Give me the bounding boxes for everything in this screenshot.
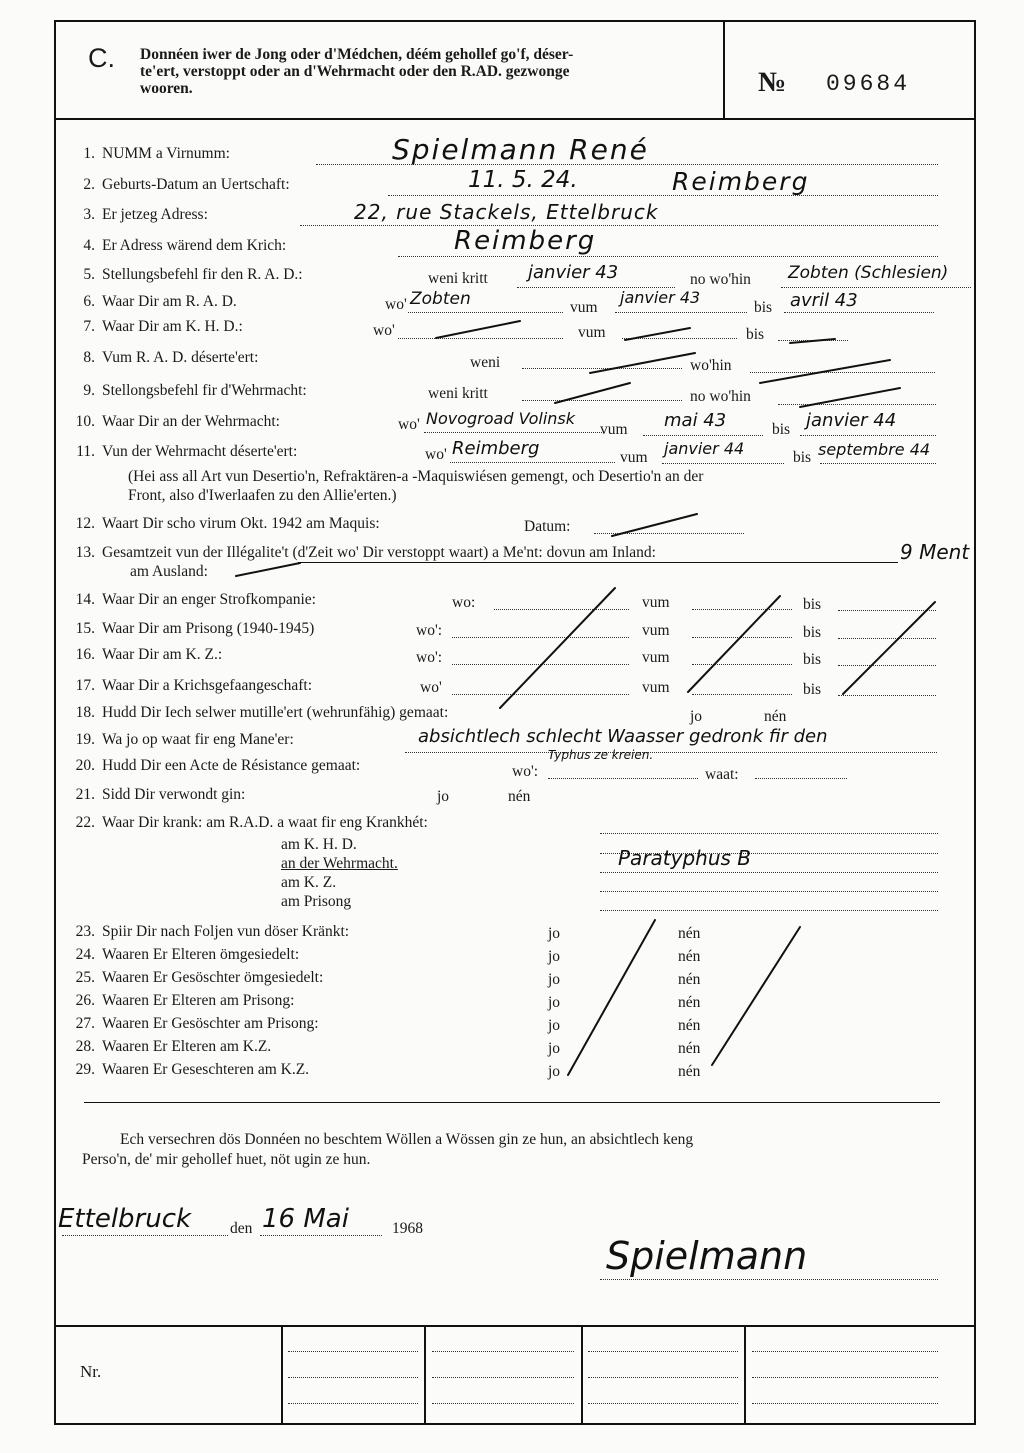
section-letter: C. xyxy=(88,43,115,73)
q17-bis: bis xyxy=(803,681,822,698)
yesno-jo: jo xyxy=(548,925,561,942)
yesno-nen: nén xyxy=(678,971,701,988)
yesno-nen: nén xyxy=(678,1017,701,1034)
yesno-label: 26. Waaren Er Elteren am Prisong: xyxy=(75,992,295,1009)
q11-to: septembre 44 xyxy=(818,440,931,459)
q14-bis: bis xyxy=(803,596,822,613)
q9-weni: weni kritt xyxy=(428,385,488,402)
q2-label: 2. Geburts-Datum an Uertschaft: xyxy=(83,176,290,193)
q5-where: Zobten (Schlesien) xyxy=(788,263,949,283)
q3-answer: 22, rue Stackels, Ettelbruck xyxy=(354,200,659,224)
q21-nen: nén xyxy=(508,788,531,805)
q6-label: 6. Waar Dir am R. A. D. xyxy=(83,293,237,310)
q16-wo: wo': xyxy=(416,649,443,666)
q17-wo: wo' xyxy=(420,679,442,696)
yesno-label: 23. Spiir Dir nach Foljen vun döser Kränkt: xyxy=(75,923,350,940)
q22-answer: Paratyphus B xyxy=(618,846,752,870)
yesno-jo: jo xyxy=(548,948,561,965)
q1-answer: Spielmann René xyxy=(392,133,649,166)
q12-datum: Datum: xyxy=(524,518,571,535)
q8-label: 8. Vum R. A. D. déserte'ert: xyxy=(83,349,259,366)
form-number: 09684 xyxy=(826,71,911,97)
q22-sublist: am K. H. D. an der Wehrmacht. am K. Z. am Prisong xyxy=(281,836,398,910)
q18-nen: nén xyxy=(764,708,787,725)
stroke-q14-17-where xyxy=(500,588,615,708)
stroke-q7-to xyxy=(790,339,835,343)
yesno-label: 27. Waaren Er Gesöschter am Prisong: xyxy=(75,1015,319,1032)
q10-label: 10. Waar Dir an der Wehrmacht: xyxy=(75,413,280,430)
q17-vum: vum xyxy=(642,679,670,696)
q2-date: 11. 5. 24. xyxy=(468,167,578,193)
yesno-jo: jo xyxy=(548,1063,561,1080)
stroke-q8-when xyxy=(590,353,695,373)
yesno-nen: nén xyxy=(678,1063,701,1080)
q19-label: 19. Wa jo op waat fir eng Mane'er: xyxy=(75,731,294,748)
footer-nr: Nr. xyxy=(80,1362,102,1381)
q13-ausland: am Ausland: xyxy=(130,563,208,580)
yesno-label: 24. Waaren Er Elteren ömgesiedelt: xyxy=(75,946,300,963)
q17-label: 17. Waar Dir a Krichsgefaangeschaft: xyxy=(75,677,313,694)
stroke-q8-where xyxy=(760,360,890,383)
q9-label: 9. Stellongsbefehl fir d'Wehrmacht: xyxy=(83,382,307,399)
signature-year: 1968 xyxy=(392,1220,423,1237)
q18-label: 18. Hudd Dir Iech selwer mutille'ert (wehrunfähig) gemaat: xyxy=(75,704,449,721)
yesno-jo: jo xyxy=(548,971,561,988)
stroke-yesno-jo xyxy=(568,920,655,1075)
yesno-nen: nén xyxy=(678,994,701,1011)
yesno-label: 28. Waaren Er Elteren am K.Z. xyxy=(75,1038,272,1055)
q11-note: (Hei ass all Art vun Desertio'n, Refraktären-a -Maquiswiésen gemengt, och Desertio'n an der Front, also d'Iwerlaafen zu den Allie'erten.) xyxy=(128,468,704,504)
stroke-q14-17-to xyxy=(843,602,935,694)
q15-vum: vum xyxy=(642,622,670,639)
q14-label: 14. Waar Dir an enger Strofkompanie: xyxy=(75,591,316,608)
q6-from: janvier 43 xyxy=(620,288,701,307)
stroke-q13-ausland xyxy=(236,563,300,576)
q15-wo: wo': xyxy=(416,622,443,639)
q19-answer: absichtlech schlecht Waasser gedronk fir den xyxy=(418,726,828,747)
yesno-nen: nén xyxy=(678,948,701,965)
q9-nowohin: no wo'hin xyxy=(690,388,751,405)
q7-vum: vum xyxy=(578,324,606,341)
signature-day: 16 Mai xyxy=(262,1204,349,1234)
q21-label: 21. Sidd Dir verwondt gin: xyxy=(75,786,246,803)
q4-label: 4. Er Adress wärend dem Krich: xyxy=(83,237,287,254)
q6-vum: vum xyxy=(570,299,598,316)
q11-vum: vum xyxy=(620,449,648,466)
q16-vum: vum xyxy=(642,649,670,666)
q11-where: Reimberg xyxy=(452,438,540,459)
q1-label: 1. NUMM a Virnumm: xyxy=(83,145,230,162)
q8-wohin: wo'hin xyxy=(690,357,732,374)
stroke-q14-17-from xyxy=(688,596,780,692)
q20-label: 20. Hudd Dir een Acte de Résistance gemaat: xyxy=(75,757,361,774)
q5-nowohin: no wo'hin xyxy=(690,271,751,288)
declaration-line-2: Perso'n, de' mir gehollef huet, nöt ugin ze hun. xyxy=(82,1151,371,1168)
q20-wo: wo': xyxy=(512,763,539,780)
yesno-jo: jo xyxy=(548,1017,561,1034)
q5-label: 5. Stellungsbefehl fir den R. A. D.: xyxy=(83,266,303,283)
yesno-nen: nén xyxy=(678,1040,701,1057)
q21-jo: jo xyxy=(437,788,450,805)
q11-bis: bis xyxy=(793,449,812,466)
stroke-q12 xyxy=(612,514,697,536)
signature: Spielmann xyxy=(606,1234,808,1278)
q6-bis: bis xyxy=(754,299,773,316)
declaration-line-1: Ech versechren dös Donnéen no beschtem Wöllen a Wössen gin ze hun, an absichtlech keng xyxy=(120,1131,694,1148)
q16-bis: bis xyxy=(803,651,822,668)
q15-label: 15. Waar Dir am Prisong (1940-1945) xyxy=(75,620,315,637)
q3-label: 3. Er jetzeg Adress: xyxy=(83,206,208,223)
q10-bis: bis xyxy=(772,421,791,438)
q7-label: 7. Waar Dir am K. H. D.: xyxy=(83,318,243,335)
q14-wo: wo: xyxy=(452,594,476,611)
signature-den: den xyxy=(230,1220,253,1237)
signature-place: Ettelbruck xyxy=(58,1204,192,1234)
q11-from: janvier 44 xyxy=(664,439,745,458)
q4-answer: Reimberg xyxy=(454,226,597,256)
q12-label: 12. Waart Dir scho virum Okt. 1942 am Maquis: xyxy=(75,515,380,532)
stroke-q7-where xyxy=(436,321,520,338)
q10-to: janvier 44 xyxy=(806,410,897,431)
q7-bis: bis xyxy=(746,326,765,343)
q6-where: Zobten xyxy=(410,289,471,309)
q11-label: 11. Vun der Wehrmacht déserte'ert: xyxy=(76,443,298,460)
q10-where: Novogroad Volinsk xyxy=(426,409,576,428)
q7-wo: wo' xyxy=(373,322,395,339)
stroke-q9-where xyxy=(800,388,900,407)
q20-waat: waat: xyxy=(705,766,739,783)
q5-weni: weni kritt xyxy=(428,270,488,287)
q19-answer-2: Typhus ze kreien. xyxy=(548,748,654,762)
q11-wo: wo' xyxy=(425,446,447,463)
q22-label: 22. Waar Dir krank: am R.A.D. a waat fir eng Krankhét: xyxy=(75,814,428,831)
q6-to: avril 43 xyxy=(790,290,858,311)
q5-when: janvier 43 xyxy=(528,262,619,283)
q15-bis: bis xyxy=(803,624,822,641)
q16-label: 16. Waar Dir am K. Z.: xyxy=(75,646,223,663)
yesno-jo: jo xyxy=(548,994,561,1011)
q2-place: Reimberg xyxy=(672,167,810,196)
yesno-nen: nén xyxy=(678,925,701,942)
q18-jo: jo xyxy=(690,708,703,725)
q13-label: 13. Gesamtzeit vun der Illégalite't (d'Zeit wo' Dir verstoppt waart) a Me'nt: dovun am Inland: xyxy=(75,544,656,561)
stroke-q7-from xyxy=(625,328,690,340)
q8-weni: weni xyxy=(470,354,501,371)
q6-wo: wo' xyxy=(385,296,407,313)
q13-answer: 9 Ment xyxy=(900,540,970,564)
q14-vum: vum xyxy=(642,594,670,611)
stroke-q9-when xyxy=(555,383,630,403)
yesno-label: 25. Waaren Er Gesöschter ömgesiedelt: xyxy=(75,969,324,986)
q10-wo: wo' xyxy=(398,416,420,433)
stroke-yesno-nen xyxy=(712,927,800,1065)
q10-vum: vum xyxy=(600,421,628,438)
header-title: Donnéen iwer de Jong oder d'Médchen, déém gehollef go'f, déser- te'ert, verstoppt oder an d'Wehrmacht oder den R.AD. gezwonge wooren. xyxy=(140,46,574,97)
number-sign: № xyxy=(758,67,787,98)
q10-from: mai 43 xyxy=(664,410,727,431)
yesno-jo: jo xyxy=(548,1040,561,1057)
yesno-label: 29. Waaren Er Geseschteren am K.Z. xyxy=(75,1061,310,1078)
